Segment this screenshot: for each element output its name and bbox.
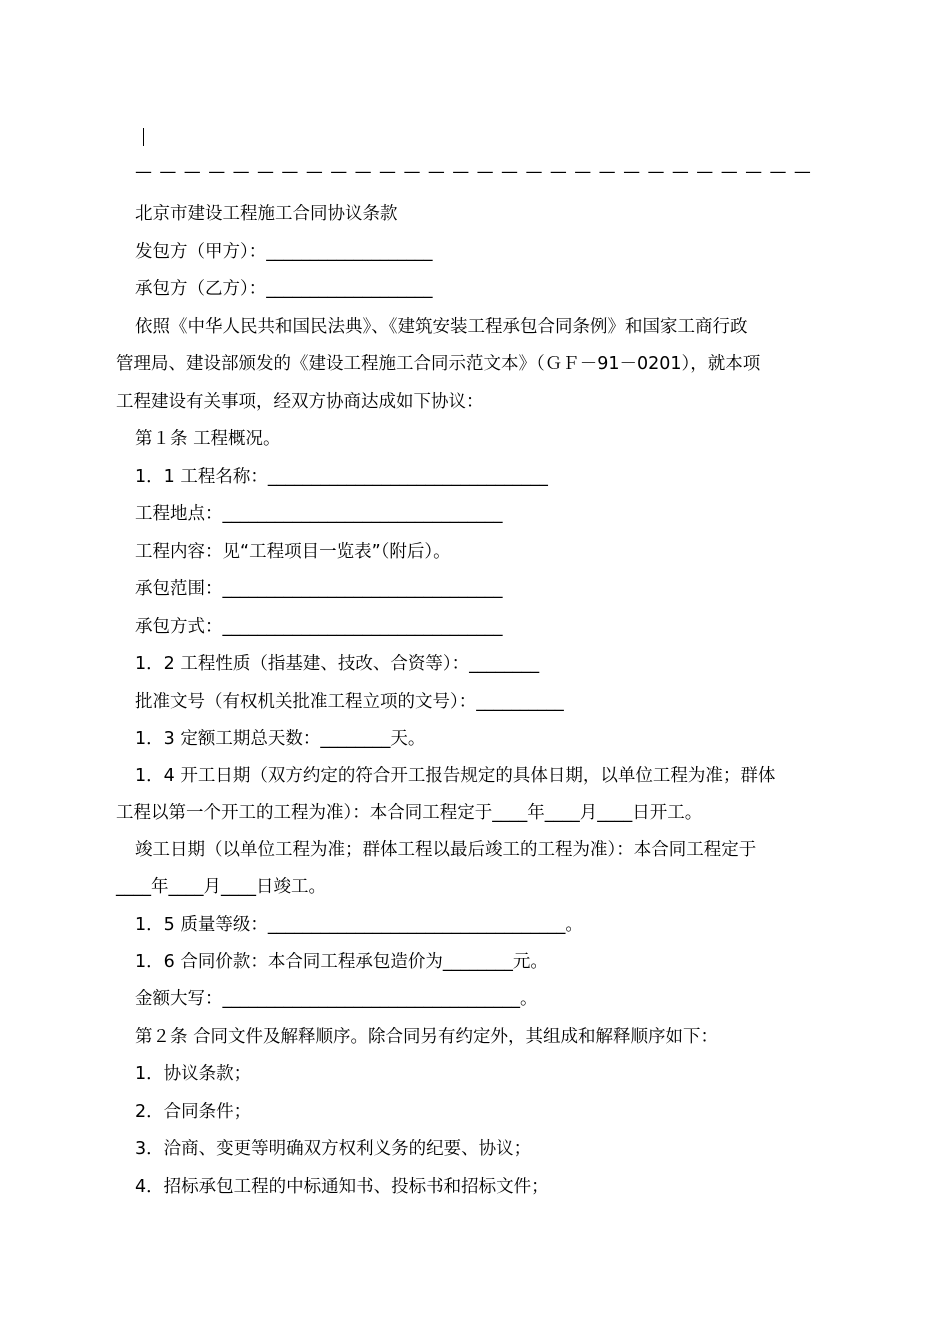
clause-line: ____年____月____日竣工。: [116, 877, 326, 897]
paragraph-line: 依照《中华人民共和国民法典》、《建筑安装工程承包合同条例》和国家工商行政: [135, 317, 748, 337]
clause-line: 承包方式：________________________________: [135, 617, 503, 637]
separator-dashes: — — — — — — — — — — — — — — — — — — — — — — — — — — — —: [135, 162, 812, 182]
document-title: 北京市建设工程施工合同协议条款: [135, 204, 398, 224]
list-item: 3．洽商、变更等明确双方权利义务的纪要、协议；: [135, 1139, 532, 1159]
clause-line: 1．4 开工日期（双方约定的符合开工报告规定的具体日期，以单位工程为准；群体: [135, 766, 776, 786]
list-item: 4．招标承包工程的中标通知书、投标书和招标文件；: [135, 1177, 549, 1197]
list-item: 1．协议条款；: [135, 1064, 252, 1084]
clause-line: 工程内容：见“工程项目一览表”（附后）。: [135, 542, 451, 562]
employer-line: 发包方（甲方）：___________________: [135, 242, 433, 262]
article-heading: 第１条 工程概况。: [135, 429, 281, 449]
clause-line: 工程以第一个开工的工程为准）：本合同工程定于____年____月____日开工。: [116, 803, 703, 823]
paragraph-line: 管理局、建设部颁发的《建设工程施工合同示范文本》（ＧＦ－91－0201），就本项: [116, 354, 761, 374]
contractor-line: 承包方（乙方）：___________________: [135, 279, 433, 299]
paragraph-line: 工程建设有关事项，经双方协商达成如下协议：: [116, 392, 484, 412]
clause-line: 1．5 质量等级：__________________________________。: [135, 915, 583, 935]
clause-line: 工程地点：________________________________: [135, 504, 503, 524]
text-cursor: [143, 128, 144, 146]
article-heading: 第２条 合同文件及解释顺序。除合同另有约定外，其组成和解释顺序如下：: [135, 1027, 719, 1047]
clause-line: 1．3 定额工期总天数：________天。: [135, 729, 426, 749]
clause-line: 竣工日期（以单位工程为准；群体工程以最后竣工的工程为准）：本合同工程定于: [135, 840, 757, 860]
clause-line: 承包范围：________________________________: [135, 579, 503, 599]
clause-line: 1．2 工程性质（指基建、技改、合资等）：________: [135, 654, 540, 674]
clause-line: 1．6 合同价款：本合同工程承包造价为________元。: [135, 952, 548, 972]
clause-line: 金额大写：__________________________________。: [135, 989, 538, 1009]
clause-line: 1．1 工程名称：________________________________: [135, 467, 548, 487]
list-item: 2．合同条件；: [135, 1102, 252, 1122]
clause-line: 批准文号（有权机关批准工程立项的文号）：__________: [135, 692, 564, 712]
